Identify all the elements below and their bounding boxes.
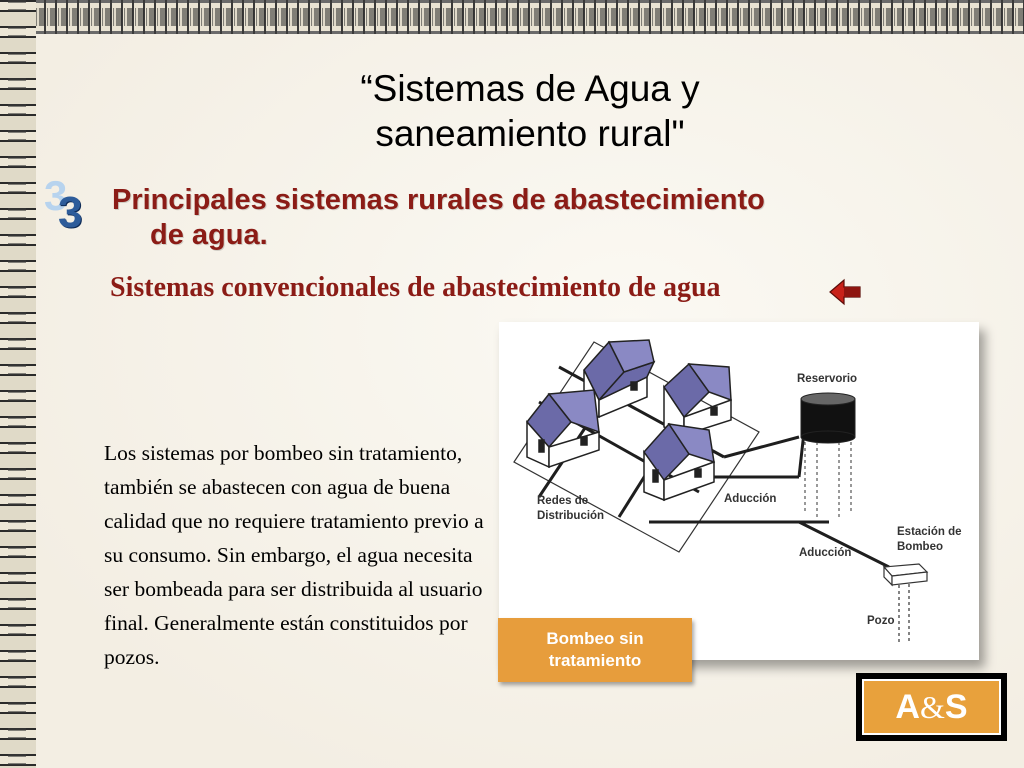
logo-ampersand: & xyxy=(919,688,945,725)
pumping-system-diagram xyxy=(499,322,979,660)
title-line-1: “Sistemas de Agua y xyxy=(360,68,700,109)
caption-line2: tratamiento xyxy=(548,651,642,670)
caption-line1: Bombeo sin xyxy=(546,629,644,648)
pump-station xyxy=(884,564,927,642)
as-logo-inner xyxy=(862,679,1001,735)
label-estacion-line2: Bombeo xyxy=(897,541,943,553)
logo-letter-s: S xyxy=(944,687,968,726)
label-redes-line1: Redes de xyxy=(537,495,589,507)
section-subheading: Sistemas convencionales de abastecimiento de agua xyxy=(110,272,721,303)
reservoir-tower xyxy=(801,393,855,517)
as-logo xyxy=(856,673,1007,741)
section-number-shadow: 3 xyxy=(44,172,68,219)
label-aduccion-top: Aducción xyxy=(724,493,777,505)
section-number: 3 xyxy=(58,188,83,237)
body-paragraph: Los sistemas por bombeo sin tratamiento, también se abastecen con agua de buena calidad que no requiere tratamiento previo a su consumo. Sin embargo, el agua necesita ser bombeada para ser distribuida al usuario final. Generalmente están constituidos por pozos. xyxy=(104,441,484,669)
decorative-left-border xyxy=(0,0,36,768)
back-arrow-icon[interactable] xyxy=(828,277,862,307)
label-redes-line2: Distribución xyxy=(537,510,605,522)
label-aduccion-bottom: Aducción xyxy=(799,547,852,559)
title-line-2: saneamiento rural" xyxy=(375,113,685,154)
section-heading: Principales sistemas rurales de abastecimiento de agua. xyxy=(112,184,765,251)
decorative-top-border xyxy=(0,0,1024,34)
label-redes xyxy=(537,494,604,524)
label-pozo: Pozo xyxy=(867,615,895,627)
slide-title xyxy=(200,66,860,156)
diagram-illustration xyxy=(499,322,979,660)
label-estacion xyxy=(897,525,962,555)
house-group xyxy=(527,340,731,500)
label-reservorio: Reservorio xyxy=(797,373,858,385)
diagram-caption xyxy=(498,618,692,682)
logo-letter-a: A xyxy=(895,687,920,726)
label-estacion-line1: Estación de xyxy=(897,526,962,538)
